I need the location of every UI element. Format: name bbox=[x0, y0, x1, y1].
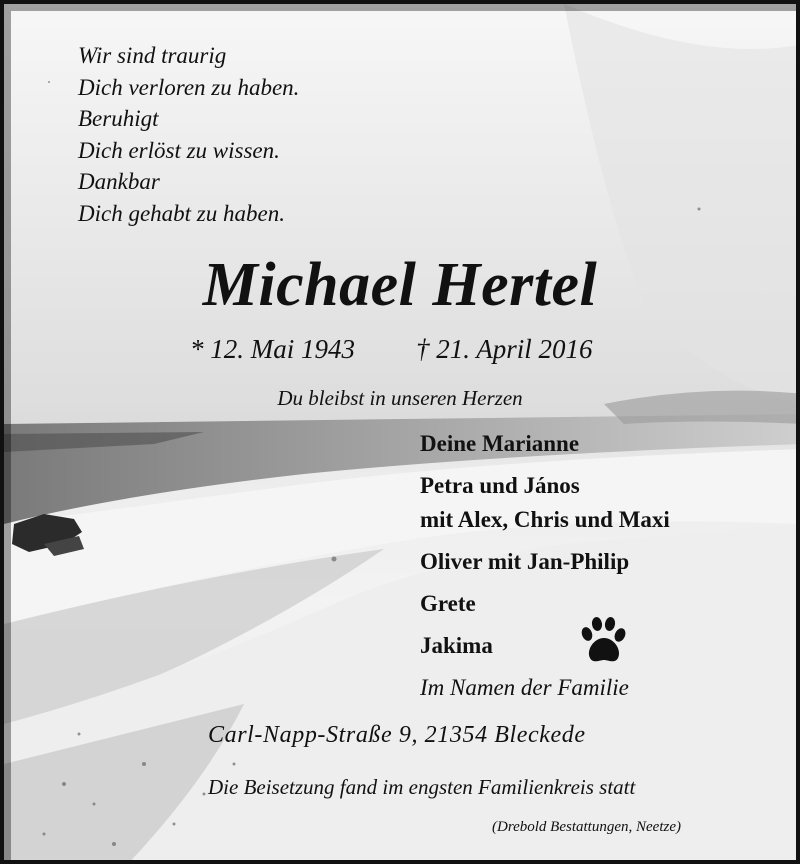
poem-line: Wir sind traurig bbox=[78, 43, 227, 68]
death-date: † 21. April 2016 bbox=[416, 334, 593, 364]
mourners-list bbox=[420, 427, 670, 705]
poem-line: Dich gehabt zu haben. bbox=[78, 200, 285, 226]
poem-line: Dankbar bbox=[78, 169, 160, 194]
family-signature: Im Namen der Familie bbox=[420, 675, 629, 700]
mourner-line: Deine Marianne bbox=[420, 431, 580, 456]
poem-line: Dich verloren zu haben. bbox=[78, 74, 300, 100]
motto: Du bleibst in unseren Herzen bbox=[277, 386, 523, 410]
mourner-line: Jakima bbox=[420, 633, 493, 658]
poem-line: Dich erlöst zu wissen. bbox=[78, 137, 280, 163]
mourner-line: Petra und János bbox=[420, 473, 580, 498]
birth-date: * 12. Mai 1943 bbox=[190, 334, 355, 364]
undertaker-credit: (Drebold Bestattungen, Neetze) bbox=[492, 819, 681, 835]
burial-note: Die Beisetzung fand im engsten Familienkreis statt bbox=[208, 775, 636, 799]
poem-line: Beruhigt bbox=[78, 106, 159, 131]
mourner-line: Oliver mit Jan-Philip bbox=[420, 549, 630, 574]
paw-print-icon bbox=[578, 614, 630, 666]
mourner-line: mit Alex, Chris und Maxi bbox=[420, 507, 670, 532]
address: Carl-Napp-Straße 9, 21354 Bleckede bbox=[208, 722, 586, 748]
deceased-name: Michael Hertel bbox=[202, 251, 598, 319]
mourner-line: Grete bbox=[420, 591, 476, 616]
poem bbox=[78, 40, 299, 229]
